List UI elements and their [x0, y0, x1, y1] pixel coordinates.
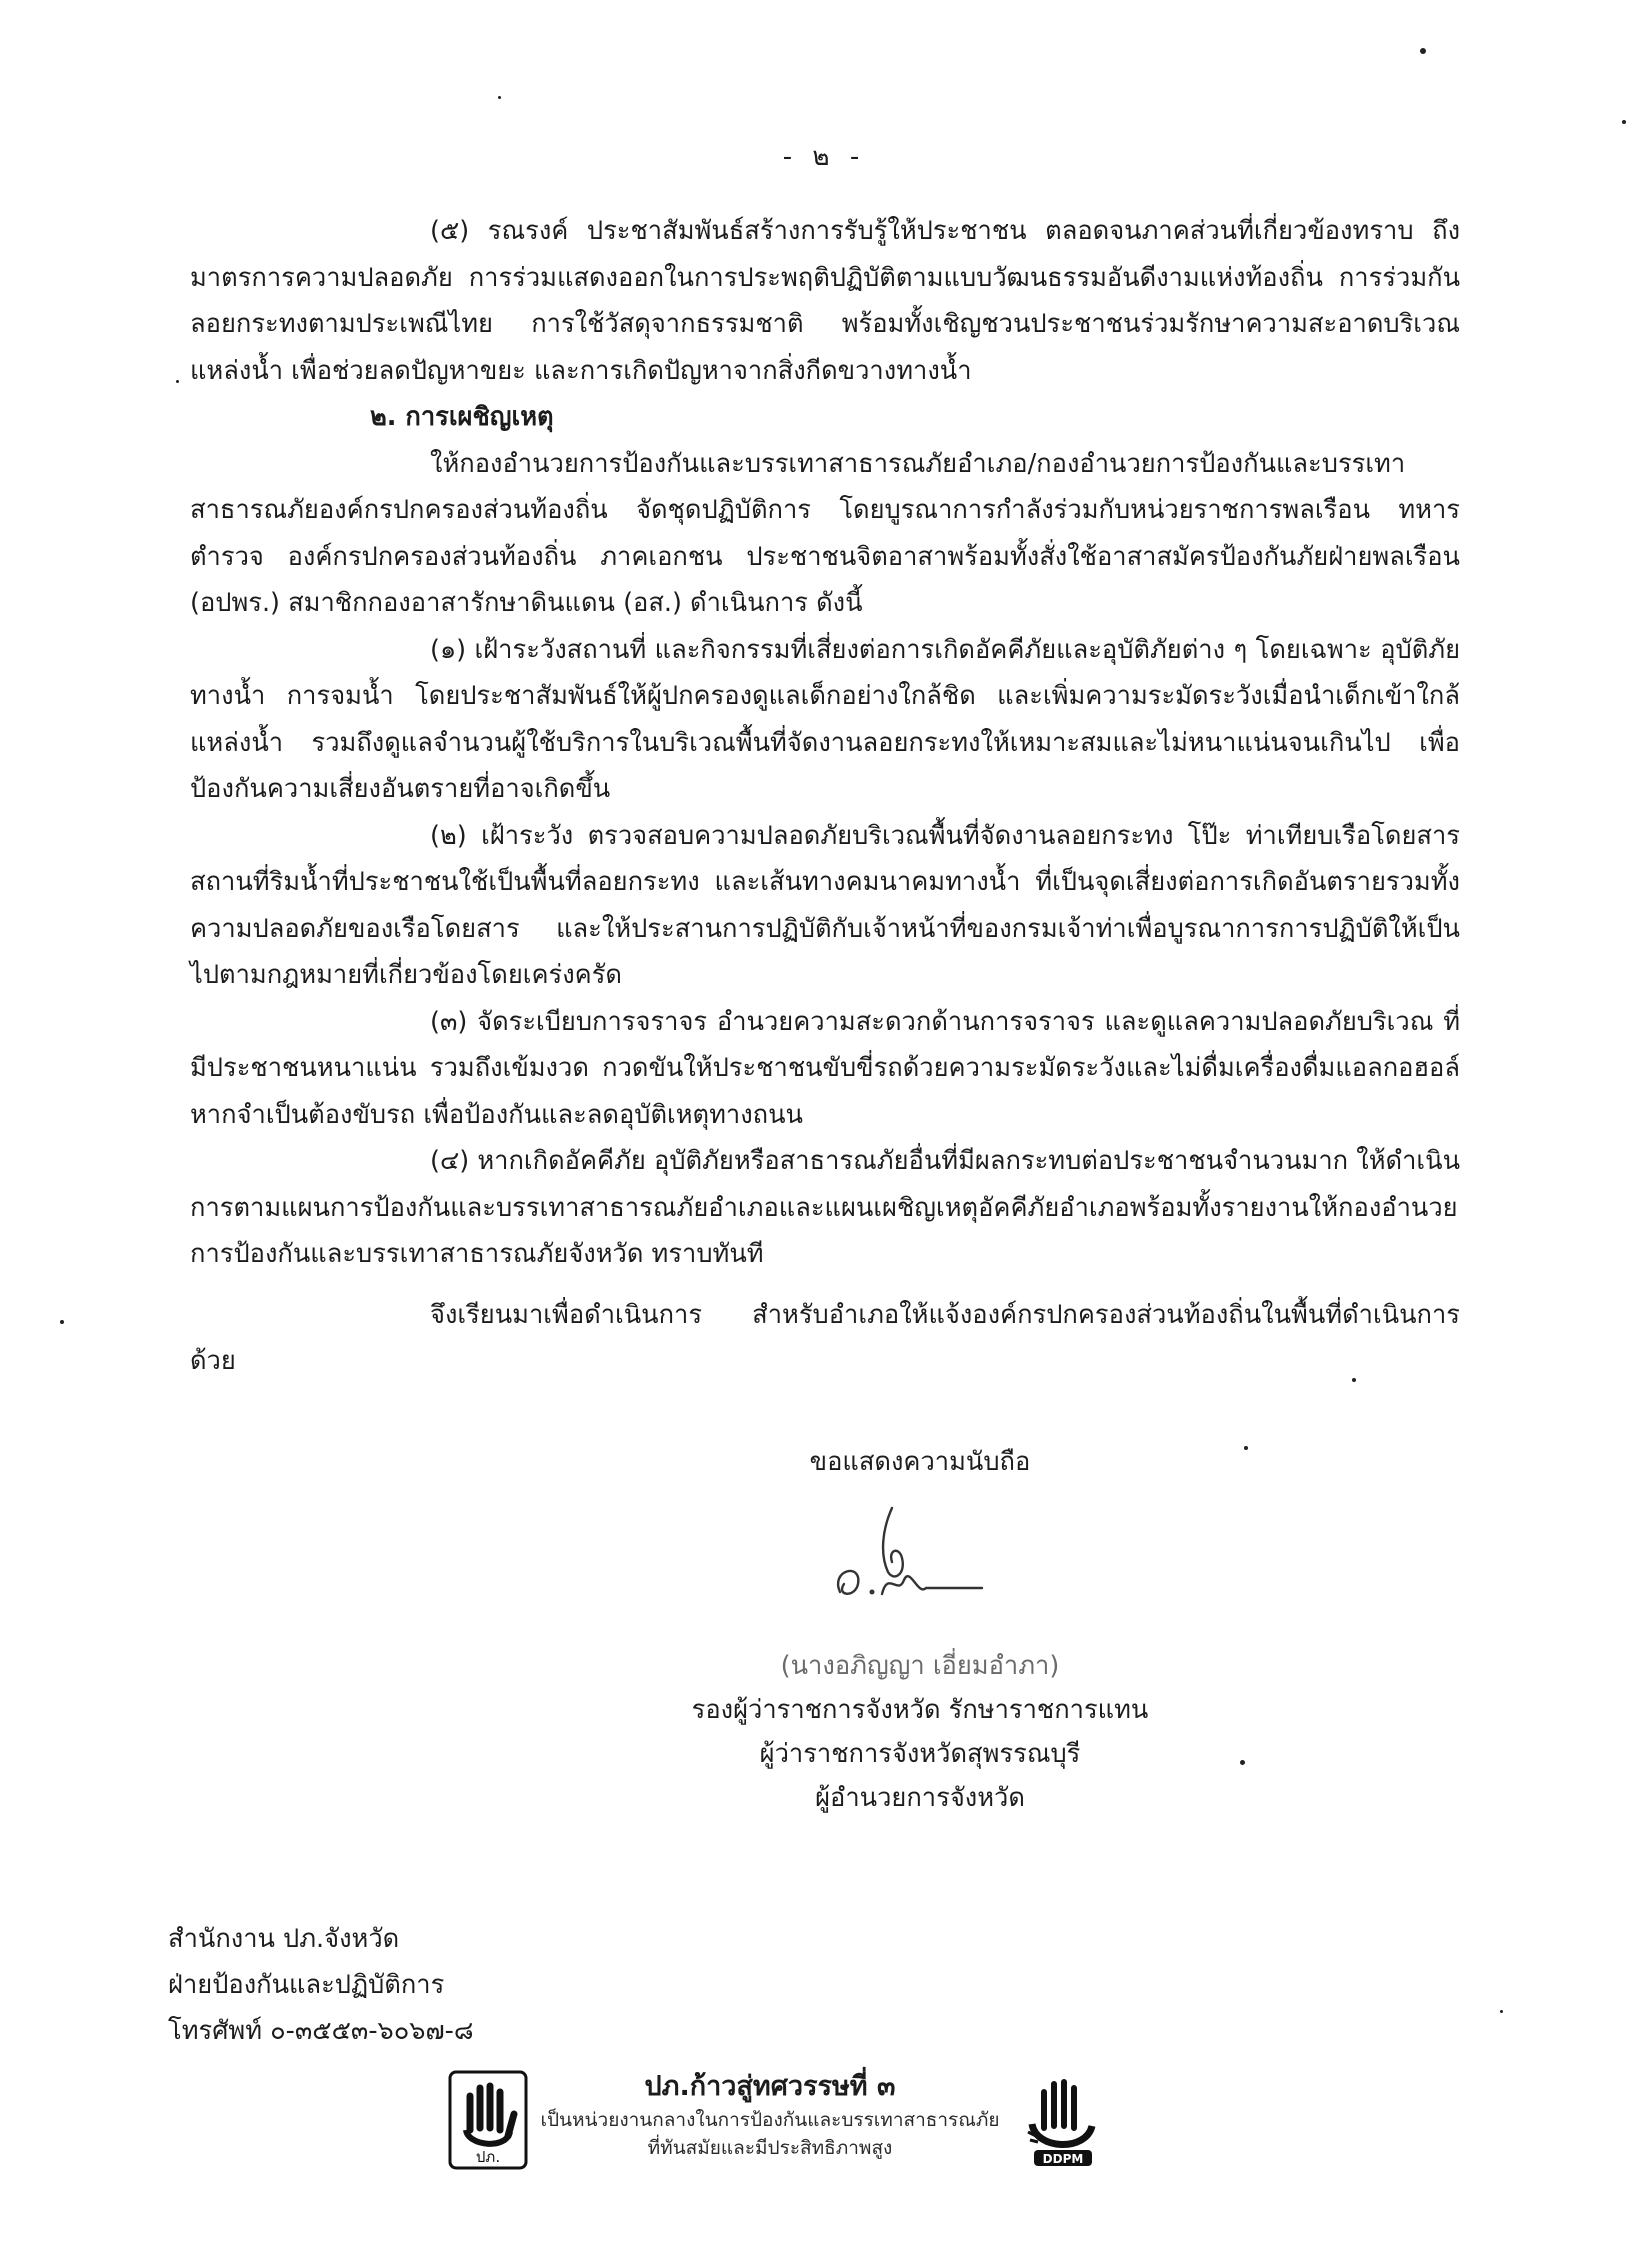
paragraph-sub-3-rest: ที่มีประชาชนหนาแน่น รวมถึงเข้มงวด กวดขันให้ประชาชนขับขี่รถด้วยความระมัดระวังและไม่ดื่มเครื่องดื่มแอลกอฮอล์ หากจำเป็นต้องขับรถ เพื่อป้องกันและลดอุบัติเหตุทางถนน	[190, 1006, 1460, 1130]
paragraph-sub-2-first: (๒) เฝ้าระวัง ตรวจสอบความปลอดภัยบริเวณพื้นที่จัดงานลอยกระทง โป๊ะ ท่าเทียบเรือโดยสาร	[430, 820, 1460, 851]
paragraph-item-5-first: (๕) รณรงค์ ประชาสัมพันธ์สร้างการรับรู้ให้ประชาชน ตลอดจนภาคส่วนที่เกี่ยวข้องทราบ	[430, 216, 1414, 246]
scan-speck	[1500, 2010, 1503, 2013]
scan-speck	[498, 96, 501, 99]
signatory-name: (นางอภิญญา เอี่ยมอำภา)	[780, 1651, 1060, 1681]
logo-right-label: DDPM	[1042, 2152, 1084, 2166]
logo-left-label: ปภ.	[475, 2148, 501, 2166]
closing-sentence: จึงเรียนมาเพื่อดำเนินการ สำหรับอำเภอให้แจ้งองค์กรปกครองส่วนท้องถิ่นในพื้นที่ดำเนินการด้วย	[190, 1299, 1460, 1376]
regards-text: ขอแสดงความนับถือ	[809, 1447, 1031, 1477]
slogan-line-2: ที่ทันสมัยและมีประสิทธิภาพสูง	[647, 2137, 893, 2159]
paragraph-sub-4-first: (๔) หากเกิดอัคคีภัย อุบัติภัยหรือสาธารณภัยอื่นที่มีผลกระทบต่อประชาชนจำนวนมาก	[430, 1146, 1349, 1176]
paragraph-response-intro-first: ให้กองอำนวยการป้องกันและบรรเทาสาธารณภัยอำเภอ/กองอำนวยการป้องกันและบรรเทา	[430, 448, 1406, 479]
signatory-block	[640, 1644, 1200, 1820]
paragraph-sub-3	[190, 999, 1460, 1139]
office-name: สำนักงาน ปภ.จังหวัด	[168, 1924, 400, 1954]
ddpm-hand-logo-icon	[448, 2070, 528, 2170]
signatory-position-2: ผู้ว่าราชการจังหวัดสุพรรณบุรี	[759, 1739, 1081, 1769]
paragraph-item-5	[190, 208, 1460, 394]
paragraph-response-intro-rest: สาธารณภัยองค์กรปกครองส่วนท้องถิ่น จัดชุดปฏิบัติการ โดยบูรณาการกำลังร่วมกับหน่วยราชการพลเรือน ทหาร ตำรวจ องค์กรปกครองส่วนท้องถิ่น ภาคเอกชน ประชาชนจิตอาสาพร้อมทั้งสั่งใช้อาสาสมัครป้องกันภัยฝ่ายพลเรือน (อปพร.) สมาชิกกองอาสารักษาดินแดน (อส.) ดำเนินการ ดังนี้	[190, 495, 1460, 618]
handwritten-signature	[822, 1500, 992, 1610]
paragraph-sub-2-rest: สถานที่ริมน้ำที่ประชาชนใช้เป็นพื้นที่ลอยกระทง และเส้นทางคมนาคมทางน้ำ ที่เป็นจุดเสี่ยงต่อการเกิดอันตรายรวมทั้งความปลอดภัยของเรือโดยสาร และให้ประสานการปฏิบัติกับเจ้าหน้าที่ของกรมเจ้าท่าเพื่อบูรณาการการปฏิบัติให้เป็นไปตามกฎหมายที่เกี่ยวข้องโดยเคร่งครัด	[190, 867, 1460, 990]
scan-speck	[1622, 120, 1626, 124]
scan-speck	[176, 380, 179, 383]
page-number: - ๒ -	[782, 142, 866, 172]
paragraph-sub-3-first: (๓) จัดระเบียบการจราจร อำนวยความสะดวกด้านการจราจร และดูแลความปลอดภัยบริเวณ	[430, 1006, 1434, 1037]
signatory-position-1: รองผู้ว่าราชการจังหวัด รักษาราชการแทน	[691, 1695, 1149, 1725]
office-contact	[168, 1916, 474, 2054]
paragraph-response-intro	[190, 441, 1460, 627]
paragraph-sub-1-rest: อุบัติภัยทางน้ำ การจมน้ำ โดยประชาสัมพันธ์ให้ผู้ปกครองดูแลเด็กอย่างใกล้ชิด และเพิ่มความระมัดระวังเมื่อนำเด็กเข้าใกล้แหล่งน้ำ รวมถึงดูแลจำนวนผู้ใช้บริการในบริเวณพื้นที่จัดงานลอยกระทงให้เหมาะสมและไม่หนาแน่นจนเกินไป เพื่อป้องกันความเสี่ยงอันตรายที่อาจเกิดขึ้น	[190, 634, 1461, 804]
paragraph-sub-4	[190, 1138, 1460, 1278]
office-phone: โทรศัพท์ ๐-๓๕๕๓-๖๐๖๗-๘	[168, 2016, 474, 2046]
slogan-title: ปภ.ก้าวสู่ทศวรรษที่ ๓	[644, 2071, 896, 2102]
office-division: ฝ่ายป้องกันและปฏิบัติการ	[168, 1970, 445, 2000]
paragraph-sub-1	[190, 627, 1460, 813]
paragraph-sub-1-first: (๑) เฝ้าระวังสถานที่ และกิจกรรมที่เสี่ยงต่อการเกิดอัคคีภัยและอุบัติภัยต่าง ๆ โดยเฉพาะ	[430, 634, 1372, 665]
scan-speck	[1240, 1760, 1245, 1765]
paragraph-sub-2	[190, 813, 1460, 999]
spacer	[190, 1278, 1460, 1292]
scan-speck	[1352, 1378, 1356, 1382]
scan-speck	[60, 1320, 64, 1324]
footer-slogan	[540, 2068, 1000, 2162]
ddpm-emblem-icon	[1022, 2078, 1102, 2168]
section-heading-response: ๒. การเผชิญเหตุ	[370, 402, 554, 432]
paragraph-sub-4-rest: ให้ดำเนินการตามแผนการป้องกันและบรรเทาสาธารณภัยอำเภอและแผนเผชิญเหตุอัคคีภัยอำเภอพร้อมทั้งรายงานให้กองอำนวยการป้องกันและบรรเทาสาธารณภัยจังหวัด ทราบทันที	[190, 1146, 1461, 1269]
paragraph-item-5-rest: ถึงมาตรการความปลอดภัย การร่วมแสดงออกในการประพฤติปฏิบัติตามแบบวัฒนธรรมอันดีงามแห่งท้องถิ่น การร่วมกันลอยกระทงตามประเพณีไทย การใช้วัสดุจากธรรมชาติ พร้อมทั้งเชิญชวนประชาชนร่วมรักษาความสะอาดบริเวณแหล่งน้ำ เพื่อช่วยลดปัญหาขยะ และการเกิดปัญหาจากสิ่งกีดขวางทางน้ำ	[190, 216, 1461, 386]
scan-speck	[1244, 1446, 1248, 1450]
slogan-line-1: เป็นหน่วยงานกลางในการป้องกันและบรรเทาสาธารณภัย	[540, 2109, 1000, 2131]
signatory-position-3: ผู้อำนวยการจังหวัด	[815, 1783, 1025, 1813]
scan-speck	[1420, 48, 1426, 54]
letter-body	[190, 208, 1460, 1385]
